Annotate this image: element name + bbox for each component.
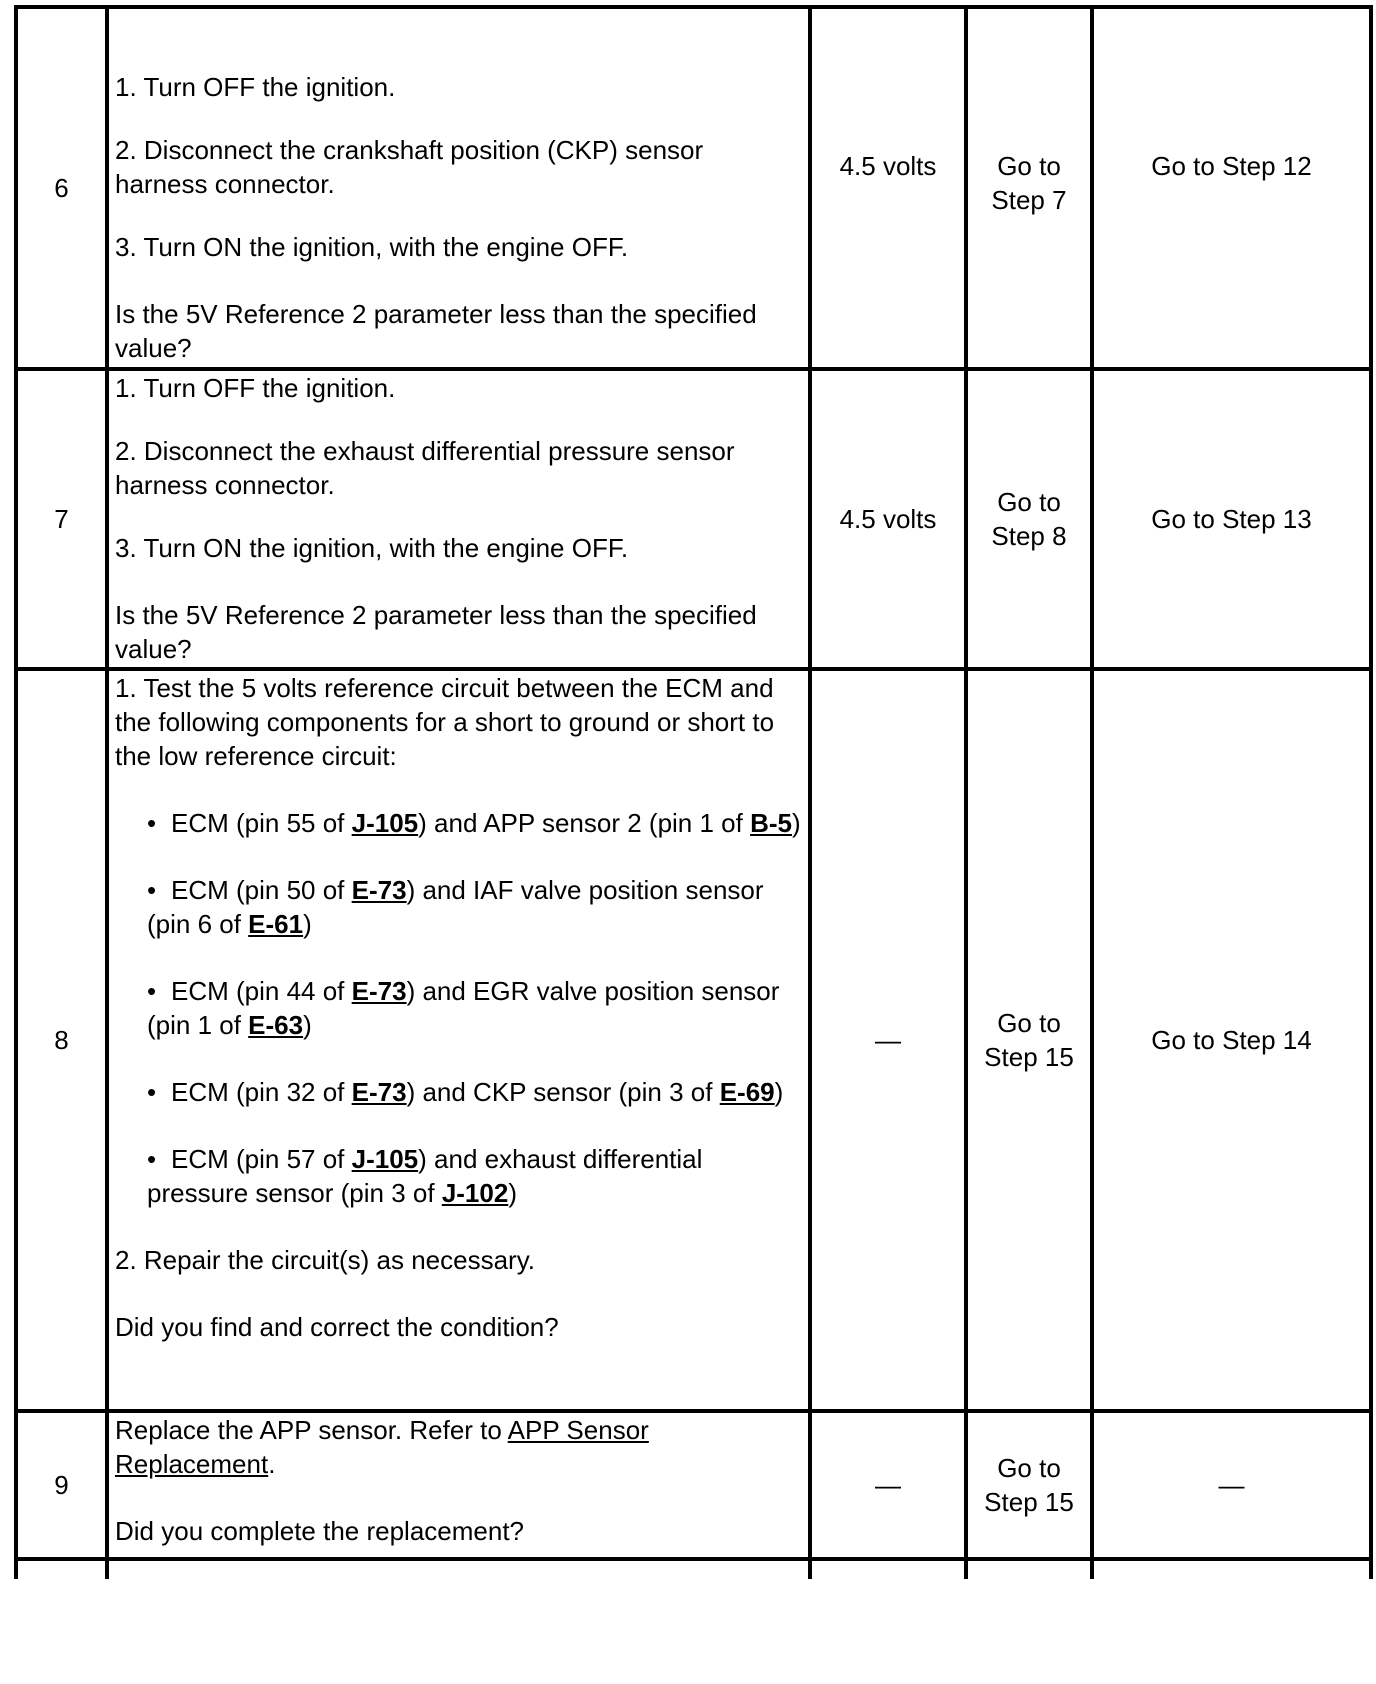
empty-cell — [107, 1559, 810, 1579]
no-cell: Go to Step 12 — [1092, 7, 1371, 369]
action-line: 1. Turn OFF the ignition. — [115, 72, 396, 102]
connector-ref: B-5 — [750, 808, 792, 838]
connector-ref: E-73 — [351, 976, 407, 1006]
action-line: 2. Repair the circuit(s) as necessary. — [115, 1245, 535, 1275]
action-question: Is the 5V Reference 2 parameter less than the specified value? — [115, 299, 757, 363]
bullet-dot: • — [147, 808, 157, 838]
no-cell: — — [1092, 1411, 1371, 1559]
action-line: 2. Disconnect the exhaust differential pressure sensor harness connector. — [115, 436, 735, 500]
empty-cell — [16, 1559, 107, 1579]
action-line: 2. Disconnect the crankshaft position (CKP) sensor harness connector. — [115, 135, 704, 199]
action-question: Is the 5V Reference 2 parameter less than the specified value? — [115, 600, 757, 664]
value-cell: — — [810, 669, 966, 1411]
step-number: 9 — [16, 1411, 107, 1559]
no-cell: Go to Step 14 — [1092, 669, 1371, 1411]
empty-cell — [810, 1559, 966, 1579]
step-number: 7 — [16, 369, 107, 669]
action-cell — [107, 369, 810, 669]
bullet-dot: • — [147, 976, 157, 1006]
connector-ref: E-69 — [719, 1077, 775, 1107]
table-row-step-6 — [16, 7, 1371, 369]
no-cell: Go to Step 13 — [1092, 369, 1371, 669]
bullet-item: • ECM (pin 50 of E-73) and IAF valve position sensor (pin 6 of E-61) — [147, 875, 764, 939]
value-cell: 4.5 volts — [810, 7, 966, 369]
app-sensor-replacement-link[interactable]: APP Sensor Replacement — [115, 1415, 649, 1479]
connector-ref: E-73 — [351, 875, 407, 905]
action-cell — [107, 669, 810, 1411]
action-line: Replace the APP sensor. Refer to APP Sensor Replacement. — [115, 1415, 649, 1479]
diagnostic-steps-table — [14, 5, 1373, 1579]
connector-ref: E-73 — [351, 1077, 407, 1107]
yes-cell: Go to Step 15 — [966, 1411, 1092, 1559]
bullet-dot: • — [147, 1077, 157, 1107]
value-cell: 4.5 volts — [810, 369, 966, 669]
action-line: 3. Turn ON the ignition, with the engine OFF. — [115, 232, 629, 262]
bullet-dot: • — [147, 1144, 157, 1174]
connector-ref: E-61 — [248, 909, 304, 939]
value-cell: — — [810, 1411, 966, 1559]
yes-cell: Go to Step 15 — [966, 669, 1092, 1411]
action-cell — [107, 1411, 810, 1559]
connector-ref: J-105 — [351, 808, 419, 838]
connector-ref: J-105 — [351, 1144, 419, 1174]
action-line: 1. Test the 5 volts reference circuit between the ECM and the following components for a short to ground or short to the low reference circuit: — [115, 673, 775, 771]
table-row-step-8 — [16, 669, 1371, 1411]
step-number: 6 — [16, 7, 107, 369]
connector-ref: J-102 — [441, 1178, 509, 1208]
bullet-item: • ECM (pin 57 of J-105) and exhaust differential pressure sensor (pin 3 of J-102) — [147, 1144, 703, 1208]
action-question: Did you find and correct the condition? — [115, 1312, 559, 1342]
action-line: 1. Turn OFF the ignition. — [115, 373, 396, 403]
step-number: 8 — [16, 669, 107, 1411]
table-row-step-7 — [16, 369, 1371, 669]
bullet-item: • ECM (pin 55 of J-105) and APP sensor 2 (pin 1 of B-5) — [147, 808, 801, 838]
bullet-dot: • — [147, 875, 157, 905]
bullet-item: • ECM (pin 32 of E-73) and CKP sensor (pin 3 of E-69) — [147, 1077, 784, 1107]
empty-cell — [1092, 1559, 1371, 1579]
empty-cell — [966, 1559, 1092, 1579]
table-row-step-9 — [16, 1411, 1371, 1559]
action-line: 3. Turn ON the ignition, with the engine OFF. — [115, 533, 629, 563]
action-question: Did you complete the replacement? — [115, 1516, 525, 1546]
yes-cell: Go to Step 7 — [966, 7, 1092, 369]
connector-ref: E-63 — [248, 1010, 304, 1040]
yes-cell: Go to Step 8 — [966, 369, 1092, 669]
table-row-partial — [16, 1559, 1371, 1579]
bullet-item: • ECM (pin 44 of E-73) and EGR valve position sensor (pin 1 of E-63) — [147, 976, 780, 1040]
action-cell — [107, 7, 810, 369]
